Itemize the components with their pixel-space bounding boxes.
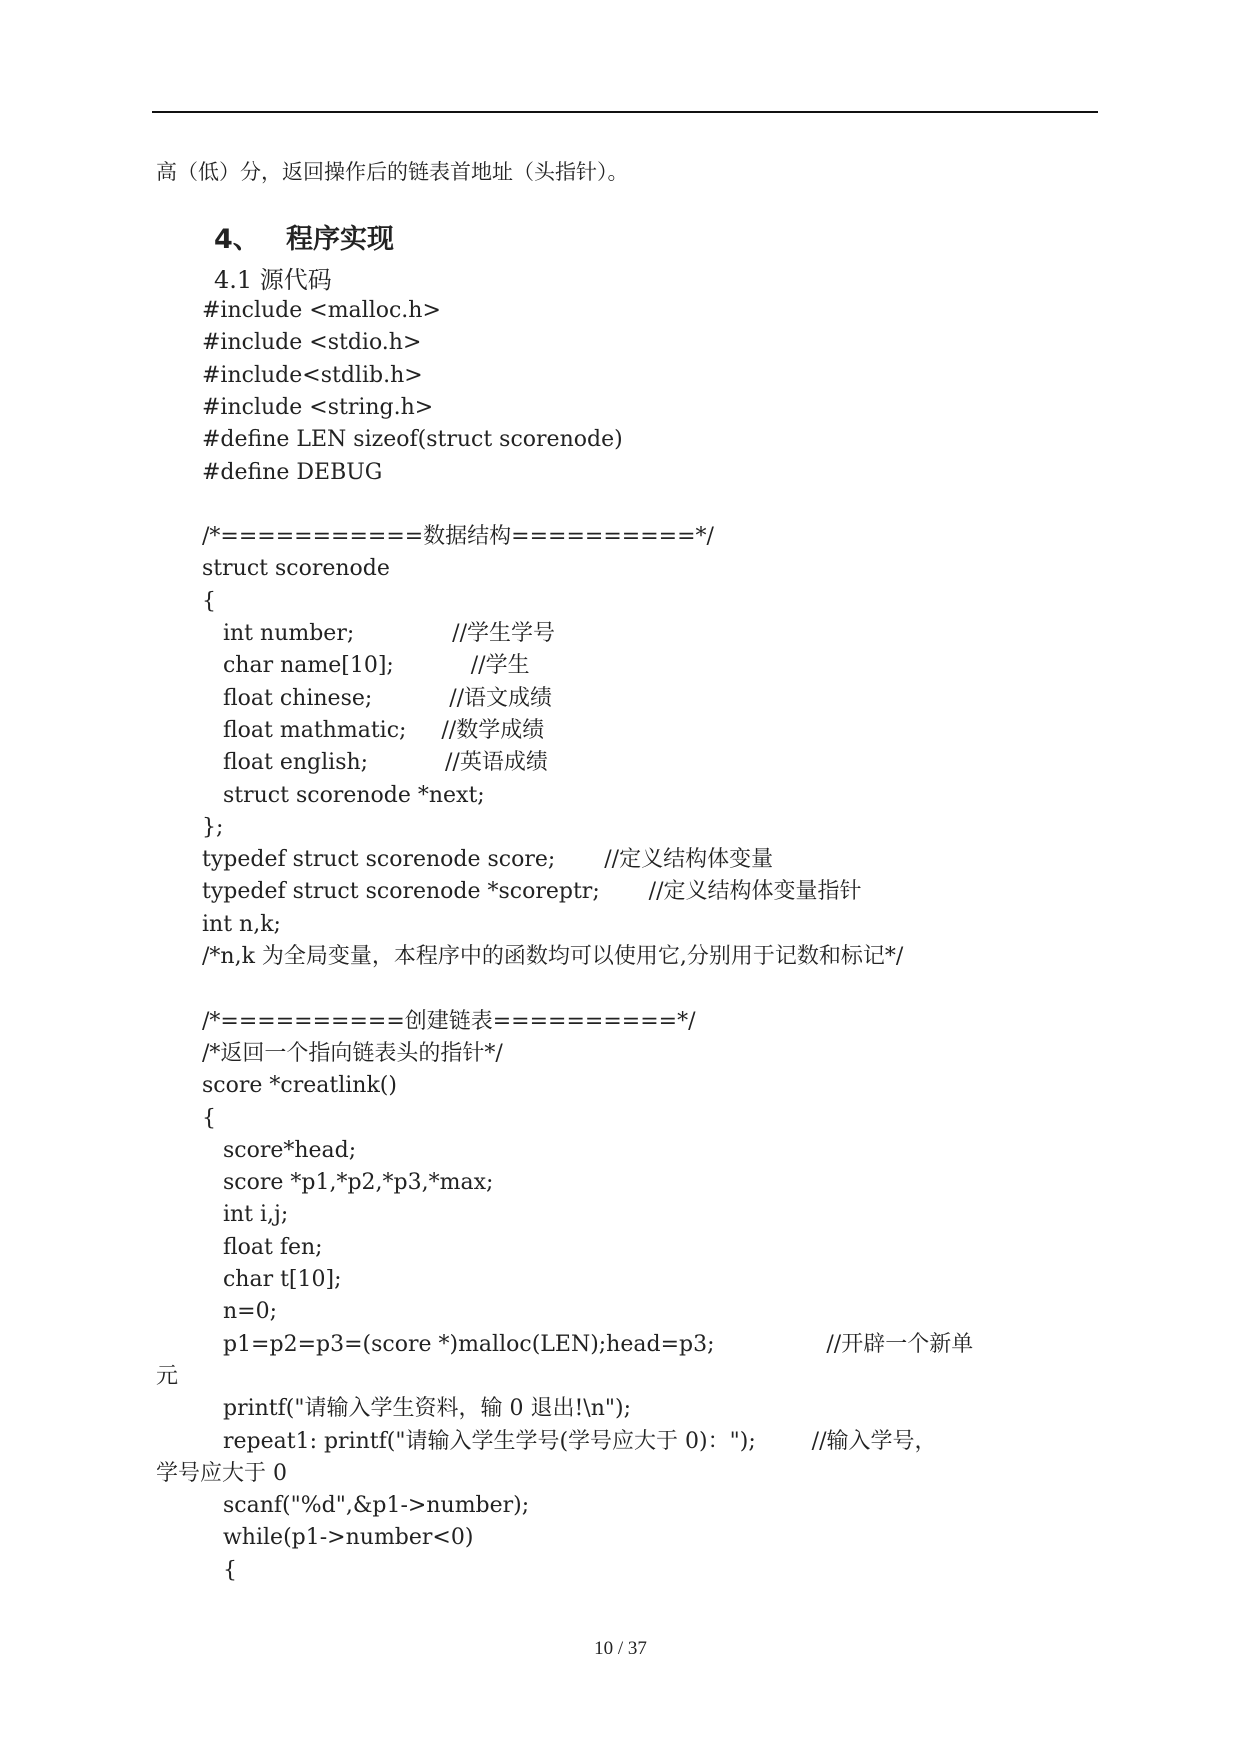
code-line: char name[10]; //学生 <box>202 653 530 679</box>
code-line: 学号应大于 0 <box>156 1460 287 1486</box>
code-line: typedef struct scorenode *scoreptr; //定义结构体变量指针 <box>202 879 862 905</box>
intro-paragraph: 高（低）分，返回操作后的链表首地址（头指针）。 <box>156 160 629 184</box>
code-line: struct scorenode <box>202 556 390 582</box>
code-line: float english; //英语成绩 <box>202 750 548 776</box>
code-line: #define DEBUG <box>202 459 383 485</box>
page-number: 10 / 37 <box>594 1638 647 1659</box>
code-line: /*===========数据结构==========*/ <box>202 524 714 550</box>
code-line: int i,j; <box>202 1202 289 1228</box>
code-line: #include <stdio.h> <box>202 330 422 356</box>
code-line: char t[10]; <box>202 1267 342 1292</box>
code-line: printf("请输入学生资料，输 0 退出!\n"); <box>202 1396 631 1422</box>
subsection-heading: 4.1 源代码 <box>214 266 332 294</box>
code-line: /*返回一个指向链表头的指针*/ <box>202 1040 503 1066</box>
code-line: int n,k; <box>202 911 281 937</box>
code-line: while(p1->number<0) <box>202 1525 474 1551</box>
code-line: n=0; <box>202 1299 277 1325</box>
code-line: /*==========创建链表==========*/ <box>202 1008 696 1034</box>
code-line: score *p1,*p2,*p3,*max; <box>202 1170 494 1196</box>
code-line: float fen; <box>202 1234 323 1260</box>
section-title: 程序实现 <box>286 224 394 255</box>
code-line: #include <string.h> <box>202 394 434 420</box>
code-line: score*head; <box>202 1137 357 1163</box>
code-line: 元 <box>156 1363 179 1389</box>
code-line: }; <box>202 814 224 840</box>
code-line: int number; //学生学号 <box>202 621 555 646</box>
code-line: { <box>202 1105 216 1131</box>
code-line: struct scorenode *next; <box>202 782 485 808</box>
code-line: #define LEN sizeof(struct scorenode) <box>202 427 623 453</box>
code-line: float mathmatic; //数学成绩 <box>202 717 545 743</box>
code-line: score *creatlink() <box>202 1073 397 1099</box>
code-line: #include <malloc.h> <box>202 298 441 323</box>
code-line: /*n,k 为全局变量，本程序中的函数均可以使用它,分别用于记数和标记*/ <box>202 944 904 969</box>
code-line: { <box>202 1557 237 1583</box>
code-line: repeat1: printf("请输入学生学号(学号应大于 0)："); //输入学号， <box>202 1428 937 1454</box>
code-line: scanf("%d",&p1->number); <box>202 1493 530 1519</box>
section-number: 4、 <box>214 224 260 255</box>
code-line: typedef struct scorenode score; //定义结构体变量 <box>202 847 774 873</box>
code-line: float chinese; //语文成绩 <box>202 685 553 711</box>
code-line: #include<stdlib.h> <box>202 362 423 388</box>
code-line: p1=p2=p3=(score *)malloc(LEN);head=p3; //开辟一个新单 <box>202 1331 974 1357</box>
code-line: { <box>202 588 216 614</box>
